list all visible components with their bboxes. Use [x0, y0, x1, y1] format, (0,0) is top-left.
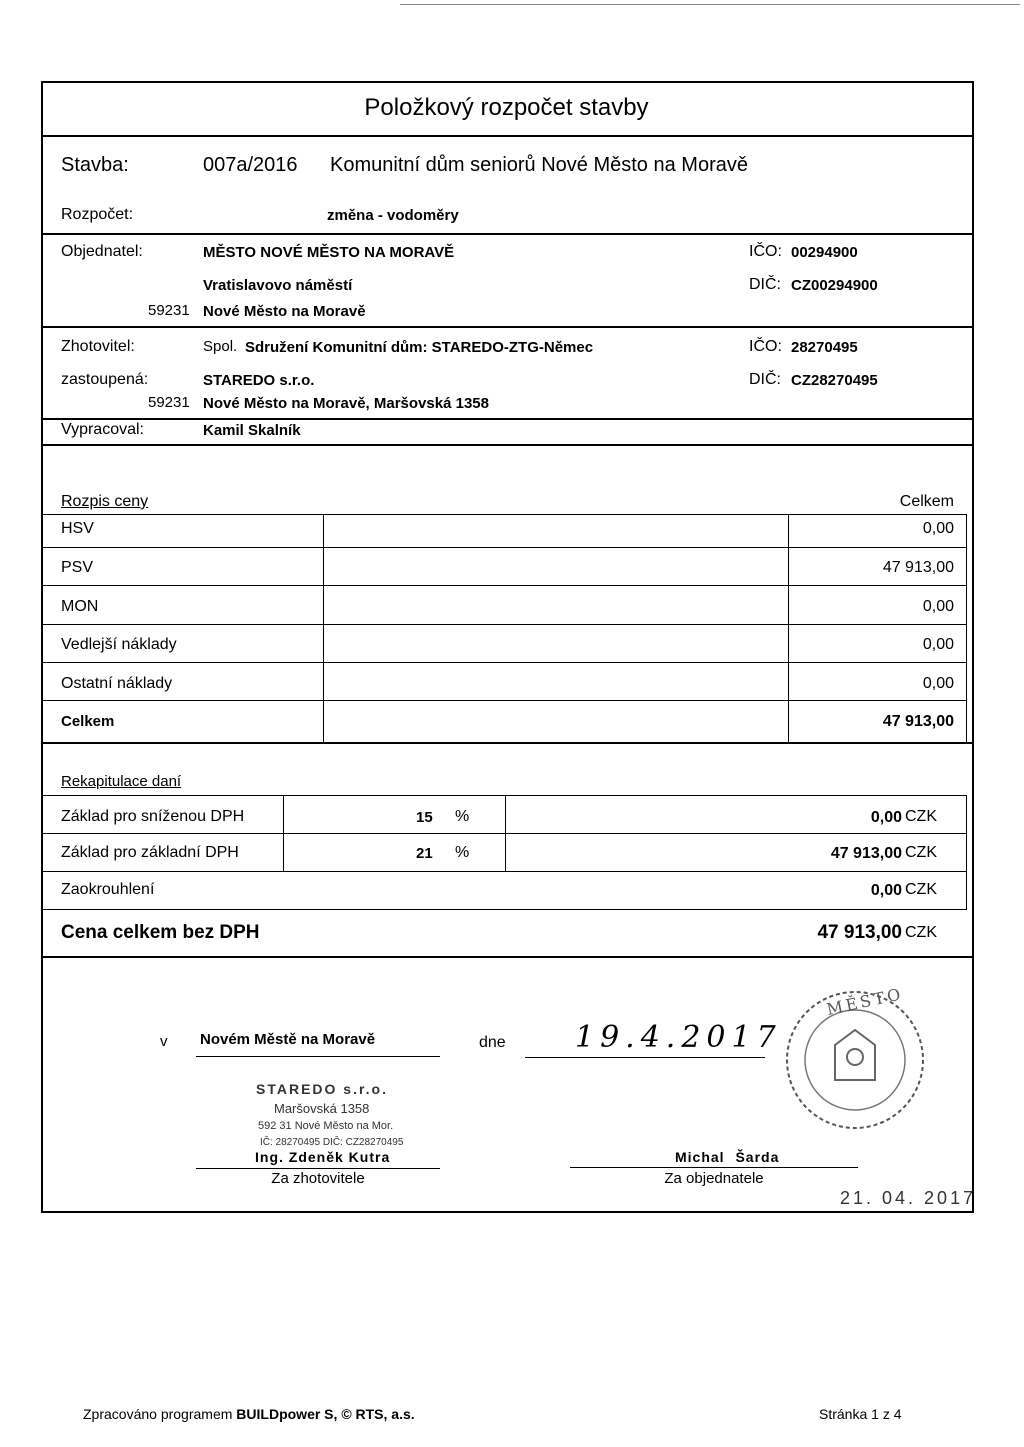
rozpis-heading: Rozpis ceny — [61, 493, 149, 510]
stamp-ids: IČ: 28270495 DIČ: CZ28270495 — [260, 1137, 404, 1148]
divider — [41, 326, 972, 328]
vypracoval-value: Kamil Skalník — [203, 422, 301, 439]
rozpis-row-label: PSV — [61, 559, 94, 576]
dph-base-label: Základ pro základní DPH — [61, 844, 239, 861]
rozpis-row-value: 0,00 — [922, 598, 954, 615]
footer-company: © RTS, a.s. — [341, 1406, 415, 1422]
rozpis-row-label: Vedlejší náklady — [61, 636, 177, 653]
objednatel-ico: 00294900 — [791, 244, 858, 261]
place-name: Novém Městě na Moravě — [200, 1031, 376, 1048]
objednatel-name: MĚSTO NOVÉ MĚSTO NA MORAVĚ — [203, 244, 455, 261]
total-price-label: Cena celkem bez DPH — [61, 922, 260, 943]
dph-reduced-currency: CZK — [905, 808, 937, 825]
seal-text: MĚSTO — [824, 984, 905, 1019]
objednatel-label: Objednatel: — [61, 243, 143, 260]
dph-base-currency: CZK — [905, 844, 937, 861]
rozpis-row-divider — [42, 585, 967, 586]
rozpis-row-divider — [42, 547, 967, 548]
zhotovitel-ico: 28270495 — [791, 339, 858, 356]
objednatel-zip: 59231 — [148, 302, 190, 319]
rozpis-row-divider — [42, 700, 967, 701]
rozpocet-value: změna - vodoměry — [327, 207, 459, 224]
rozpis-total-label: Celkem — [61, 713, 115, 730]
zhotovitel-name-prefix: Spol. — [203, 338, 238, 355]
objednatel-dic: CZ00294900 — [791, 277, 878, 294]
dph-base-rate: 21 — [416, 845, 433, 862]
scan-top-line — [400, 4, 1020, 5]
footer-credit — [83, 1406, 415, 1422]
total-price-currency: CZK — [905, 924, 937, 941]
place-underline — [196, 1056, 440, 1057]
objednatel-city: Nové Město na Moravě — [203, 303, 366, 320]
objednatel-street: Vratislavovo náměstí — [203, 277, 353, 294]
rozpocet-label: Rozpočet: — [61, 206, 134, 223]
rozpis-row-value: 0,00 — [922, 675, 954, 692]
zhotovitel-zip: 59231 — [148, 394, 190, 411]
rozpis-col-divider — [788, 514, 789, 743]
place-prefix: v — [160, 1033, 168, 1050]
divider — [41, 418, 972, 420]
dph-base-pct: % — [455, 844, 470, 861]
zastoupena-name: STAREDO s.r.o. — [203, 372, 315, 389]
divider — [41, 956, 972, 958]
date-underline — [525, 1057, 765, 1058]
rozpis-row-value: 47 913,00 — [882, 559, 954, 576]
dph-base-value: 47 913,00 — [830, 845, 902, 862]
stamp-city: 592 31 Nové Město na Mor. — [258, 1120, 394, 1132]
client-sign-line — [570, 1167, 858, 1168]
contractor-signer: Ing. Zdeněk Kutra — [255, 1149, 391, 1165]
rozpis-col-divider — [323, 514, 324, 743]
stavba-name: Komunitní dům seniorů Nové Město na Moravě — [330, 154, 748, 176]
seal-date: 21. 04. 2017 — [840, 1188, 977, 1208]
rozpis-row-label: Ostatní náklady — [61, 675, 173, 692]
objednatel-dic-label: DIČ: — [749, 276, 781, 293]
rozpis-row-value: 0,00 — [922, 520, 954, 537]
contractor-sign-line — [196, 1168, 440, 1169]
divider — [41, 444, 972, 446]
date-label: dne — [479, 1034, 506, 1051]
divider — [41, 742, 972, 744]
rekapitulace-row-divider — [42, 871, 967, 872]
zhotovitel-dic: CZ28270495 — [791, 372, 878, 389]
zastoupena-label: zastoupená: — [61, 371, 149, 388]
dph-reduced-pct: % — [455, 808, 470, 825]
page-title: Položkový rozpočet stavby — [364, 94, 649, 121]
stavba-code: 007a/2016 — [203, 154, 298, 176]
stamp-street: Maršovská 1358 — [274, 1101, 370, 1116]
contractor-caption: Za zhotovitele — [271, 1170, 365, 1187]
divider — [41, 135, 972, 137]
dph-reduced-label: Základ pro sníženou DPH — [61, 808, 245, 825]
dph-reduced-rate: 15 — [416, 809, 433, 826]
divider — [41, 233, 972, 235]
date-handwritten: 19.4.2017 — [575, 1020, 782, 1055]
rozpis-table — [42, 514, 967, 743]
dph-reduced-value: 0,00 — [870, 809, 902, 826]
rozpis-total-value: 47 913,00 — [882, 713, 954, 730]
rozpis-row-value: 0,00 — [922, 636, 954, 653]
zhotovitel-address: Nové Město na Moravě, Maršovská 1358 — [203, 395, 489, 412]
footer-program: BUILDpower S, — [236, 1406, 338, 1422]
stamp-company: STAREDO s.r.o. — [256, 1081, 388, 1097]
rozpis-row-divider — [42, 662, 967, 663]
zhotovitel-name: Sdružení Komunitní dům: STAREDO-ZTG-Němec — [245, 339, 594, 356]
zhotovitel-dic-label: DIČ: — [749, 371, 781, 388]
rozpis-row-divider — [42, 624, 967, 625]
rounding-label: Zaokrouhlení — [61, 881, 155, 898]
objednatel-ico-label: IČO: — [749, 243, 782, 260]
rozpis-row-label: MON — [61, 598, 99, 615]
rounding-value: 0,00 — [870, 882, 902, 899]
rekapitulace-row-divider — [42, 833, 967, 834]
footer-prefix: Zpracováno programem — [83, 1406, 233, 1422]
stavba-label: Stavba: — [61, 154, 129, 176]
rounding-currency: CZK — [905, 881, 937, 898]
rekapitulace-heading: Rekapitulace daní — [61, 773, 182, 790]
client-caption: Za objednatele — [664, 1170, 764, 1187]
rozpis-total-header: Celkem — [899, 493, 954, 510]
client-signer: Michal Šarda — [675, 1149, 780, 1165]
zhotovitel-label: Zhotovitel: — [61, 338, 135, 355]
rozpis-row-label: HSV — [61, 520, 94, 537]
footer-page-number: Stránka 1 z 4 — [819, 1406, 902, 1422]
zhotovitel-ico-label: IČO: — [749, 338, 782, 355]
total-price-value: 47 913,00 — [817, 922, 902, 943]
vypracoval-label: Vypracoval: — [61, 421, 144, 438]
